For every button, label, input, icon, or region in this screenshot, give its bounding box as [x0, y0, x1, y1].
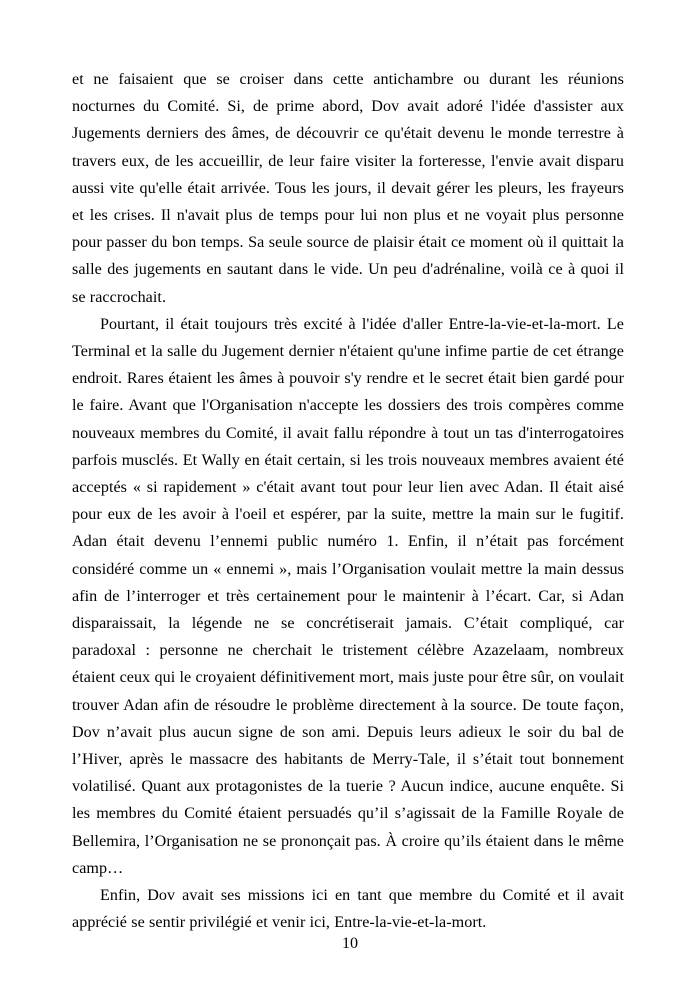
paragraph-enfin: Enfin, Dov avait ses missions ici en tant que membre du Comité et il avait apprécié se sentir privilégié et venir ici, Entre-la-vie-et-la-mort.: [72, 887, 624, 932]
page-number: 10: [341, 935, 359, 952]
body-text-column: [72, 66, 624, 937]
paragraph-pourtant: Pourtant, il était toujours très excité à l'idée d'aller Entre-la-vie-et-la-mort. Le Terminal et la salle du Jugement dernier n'étaient qu'une infime partie de cet étrange endroit. Rares étaient les âmes à pouvoir s'y rendre et le secret était bien gardé pour le faire. Avant que l'Organisation n'accepte les dossiers des trois compères comme nouveaux membres du Comité, il avait fallu répondre à tout un tas d'interrogatoires parfois musclés. Et Wally en était certain, si les trois nouveaux membres avaient été acceptés « si rapidement » c'était avant tout pour leur lien avec Adan. Il était aisé pour eux de les avoir à l'oeil et espérer, par la suite, mettre la main sur le fugitif. Adan était devenu l’ennemi public numéro 1. Enfin, il n’était pas forcément considéré comme un « ennemi », mais l’Organisation voulait mettre la main dessus afin de l’interroger et très certainement pour le maintenir à l’écart. Car, si Adan disparaissait, la légende ne se concrétiserait jamais. C’était compliqué, car paradoxal : personne ne cherchait le tristement célèbre Azazelaam, nombreux étaient ceux qui le croyaient définitivement mort, mais juste pour être sûr, on voulait trouver Adan afin de résoudre le problème directement à la source. De toute façon, Dov n’avait plus aucun signe de son ami. Depuis leurs adieux le soir du bal de l’Hiver, après le massacre des habitants de Merry-Tale, il s’était tout bonnement volatilisé. Quant aux protagonistes de la tuerie ? Aucun indice, aucune enquête. Si les membres du Comité étaient persuadés qu’il s’agissait de la Famille Royale de Bellemira, l’Organisation ne se prononçait pas. À croire qu’ils étaient dans le même camp…: [72, 315, 624, 877]
paragraph-continuation: et ne faisaient que se croiser dans cette antichambre ou durant les réunions nocturnes du Comité. Si, de prime abord, Dov avait adoré l'idée d'assister aux Jugements derniers des âmes, de découvrir ce qu'était devenu le monde terrestre à travers eux, de les accueillir, de leur faire visiter la forteresse, l'envie avait disparu aussi vite qu'elle était arrivée. Tous les jours, il devait gérer les pleurs, les frayeurs et les crises. Il n'avait plus de temps pour lui non plus et ne voyait plus personne pour passer du bon temps. Sa seule source de plaisir était ce moment où il quittait la salle des jugements en sautant dans le vide. Un peu d'adrénaline, voilà ce à quoi il se raccrochait.: [72, 71, 624, 306]
